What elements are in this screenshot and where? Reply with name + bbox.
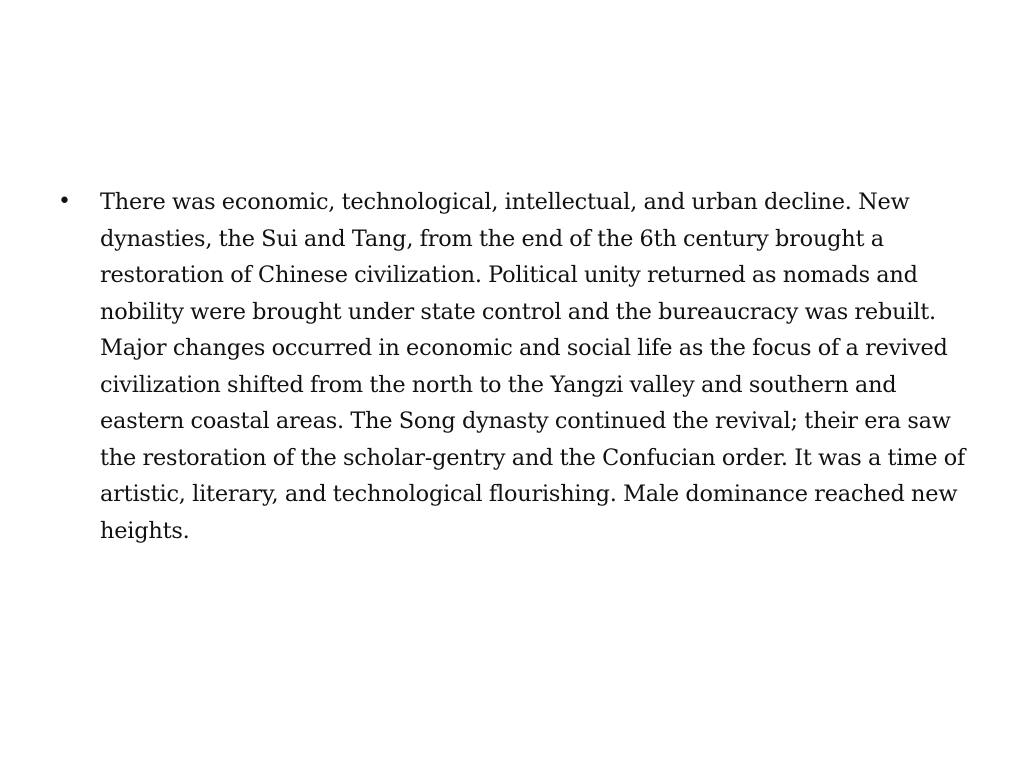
- bullet-icon: •: [58, 189, 71, 214]
- bullet-text: There was economic, technological, intellectual, and urban decline. New dynasties, the Sui and Tang, from the end of the 6th century brought a restoration of Chinese civilization. Political unity returned as nomads and nobility were brought under state control and the bureaucracy was rebuilt. Major changes occurred in economic and social life as the focus of a revived civilization shifted from the north to the Yangzi valley and southern and eastern coastal areas. The Song dynasty continued the revival; their era saw the restoration of the scholar-gentry and the Confucian order. It was a time of artistic, literary, and technological flourishing. Male dominance reached new heights.: [100, 189, 966, 544]
- slide-body: [58, 184, 968, 549]
- bullet-item: [58, 184, 968, 549]
